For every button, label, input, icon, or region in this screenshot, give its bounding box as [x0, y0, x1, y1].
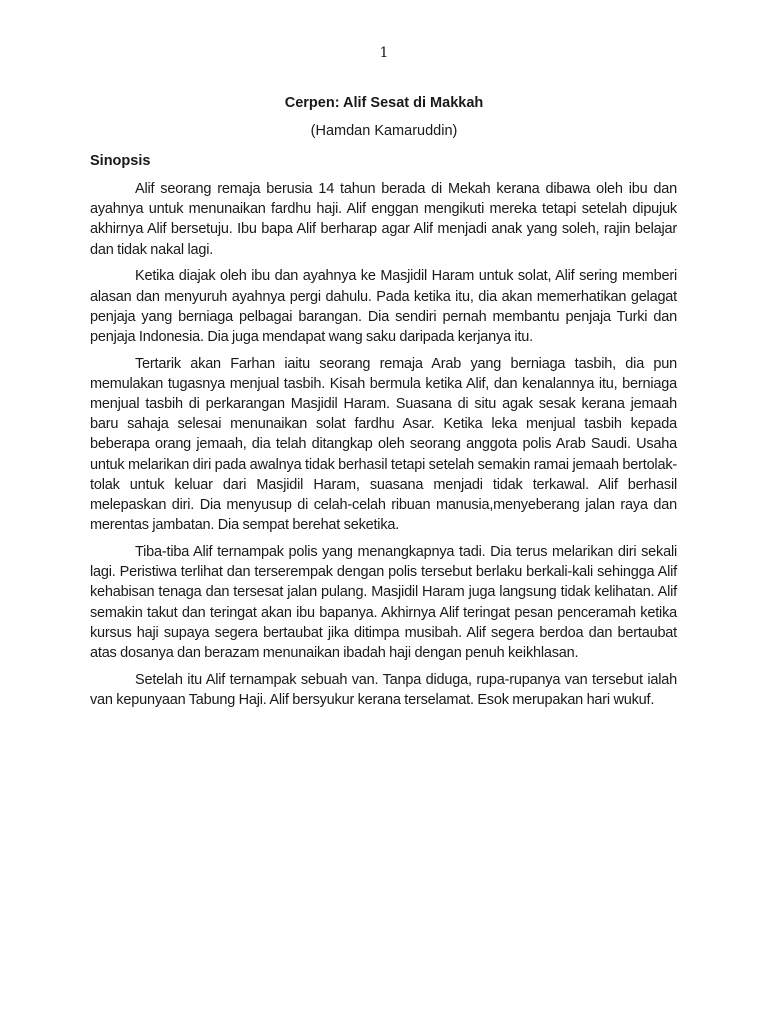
page-number: 1 [379, 45, 389, 61]
document-title: Cerpen: Alif Sesat di Makkah [284, 95, 484, 111]
paragraph: Tertarik akan Farhan iaitu seorang remaja Arab yang berniaga tasbih, dia pun memulakan tugasnya menjual tasbih. Kisah bermula ketika Alif, dan kenalannya itu, berniaga menjual tasbih di perkarangan Masjidil Haram. Suasana di situ agak sesak kerana jemaah baru sahaja selesai menunaikan solat fardhu Asar. Ketika leka menjual tasbih kepada beberapa orang jemaah, dia telah ditangkap oleh seorang anggota polis Arab Saudi. Usaha untuk melarikan diri pada awalnya tidak berhasil tetapi setelah semakin ramai jemaah bertolak-tolak untuk keluar dari Masjidil Haram, suasana menjadi tidak terkawal. Alif berhasil melepaskan diri. Dia menyusup di celah-celah ribuan manusia,menyeberang jalan raya dan merentas jambatan. Dia sempat berehat seketika. [90, 355, 677, 534]
document-author: (Hamdan Kamaruddin) [310, 123, 458, 139]
paragraph: Alif seorang remaja berusia 14 tahun berada di Mekah kerana dibawa oleh ibu dan ayahnya untuk menunaikan fardhu haji. Alif enggan mengikuti mereka tetapi setelah dipujuk akhirnya Alif bersetuju. Ibu bapa Alif berharap agar Alif menjadi anak yang soleh, rajin belajar dan tidak nakal lagi. [90, 181, 677, 258]
paragraph: Tiba-tiba Alif ternampak polis yang menangkapnya tadi. Dia terus melarikan diri sekali lagi. Peristiwa terlihat dan terserempak dengan polis tersebut berlaku berkali-kali sehingga Alif kehabisan tenaga dan tersesat jalan pulang. Masjidil Haram juga langsung tidak kelihatan. Alif semakin takut dan teringat akan ibu bapanya. Akhirnya Alif teringat pesan penceramah ketika kursus haji supaya segera bertaubat jika ditimpa musibah. Alif segera berdoa dan bertaubat atas dosanya dan berazam menunaikan ibadah haji dengan penuh keikhlasan. [90, 543, 677, 661]
paragraph: Ketika diajak oleh ibu dan ayahnya ke Masjidil Haram untuk solat, Alif sering memberi alasan dan menyuruh ayahnya pergi dahulu. Pada ketika itu, dia akan memerhatikan gelagat penjaja yang berniaga pelbagai barangan. Dia sendiri pernah membantu penjaja Turki dan penjaja Indonesia. Dia juga mendapat wang saku daripada kerjanya itu. [90, 268, 677, 345]
section-heading-sinopsis: Sinopsis [90, 153, 151, 169]
paragraph: Setelah itu Alif ternampak sebuah van. Tanpa diduga, rupa-rupanya van tersebut ialah van kepunyaan Tabung Haji. Alif bersyukur kerana terselamat. Esok merupakan hari wukuf. [90, 671, 677, 708]
synopsis-body [90, 179, 677, 717]
